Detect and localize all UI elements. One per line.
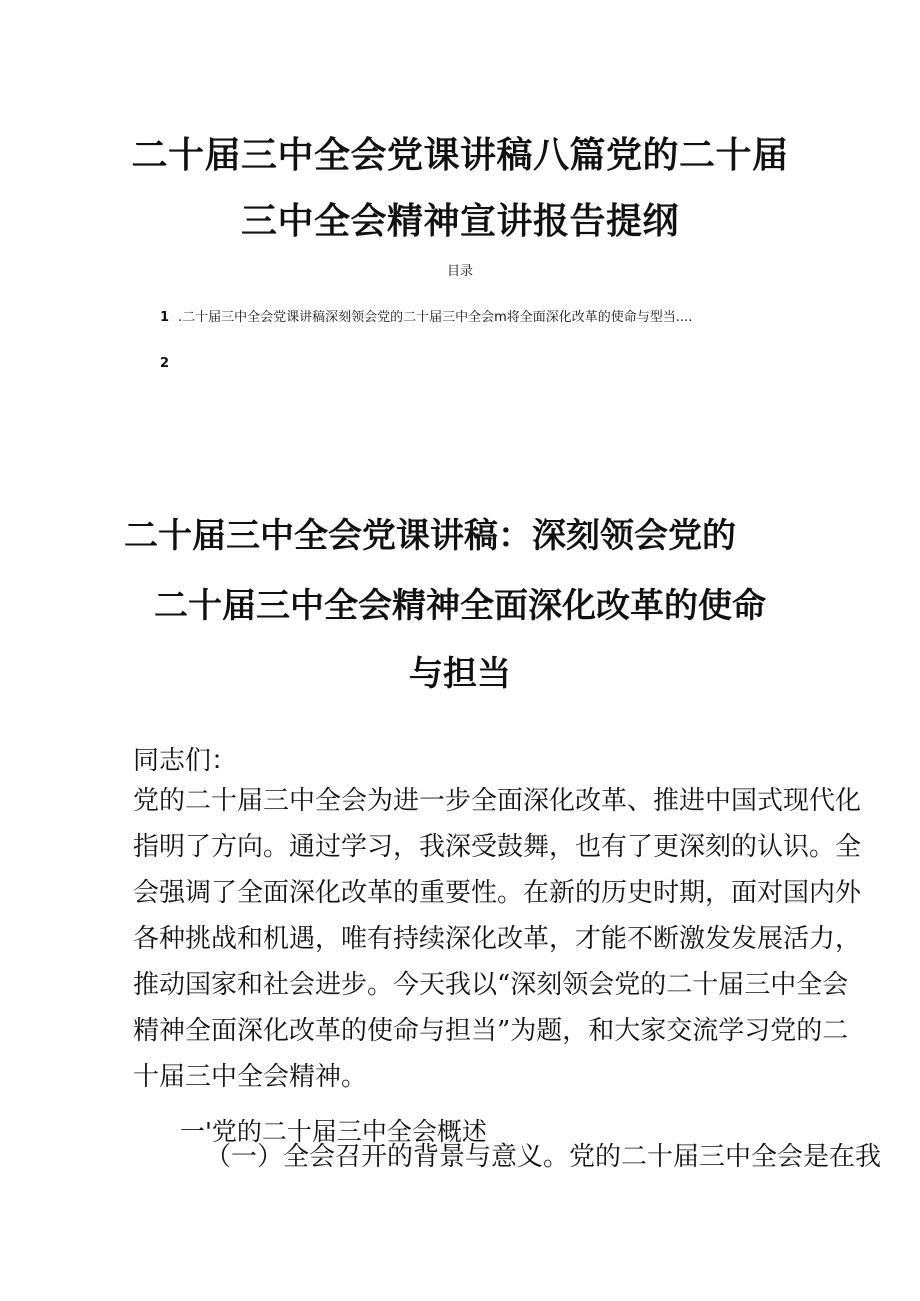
paragraph-line: 推动国家和社会进步。今天我以“深刻领会党的二十届三中全会 [133, 970, 849, 1000]
toc-entry-number: 2 [160, 356, 170, 371]
section-title-line-1: 二十届三中全会党课讲稿：深刻领会党的 [124, 516, 736, 556]
paragraph-line: 各种挑战和机遇，唯有持续深化改革，才能不断激发发展活力， [133, 924, 862, 954]
document-title-line-1: 二十届三中全会党课讲稿八篇党的二十届 [131, 135, 789, 176]
toc-entry[interactable] [160, 306, 692, 325]
toc-entry-text: .二十届三中全会党课讲稿深刻领会党的二十届三中全会m将全面深化改革的使命与型当.... [178, 310, 693, 325]
document-title-line-2: 三中全会精神宣讲报告提纲 [240, 201, 679, 242]
greeting: 同志们： [133, 746, 238, 776]
paragraph-line: 指明了方向。通过学习，我深受鼓舞，也有了更深刻的认识。全 [133, 832, 862, 862]
section-title-line-2: 二十届三中全会精神全面深化改革的使命 [154, 586, 766, 626]
toc-heading: 目录 [446, 264, 473, 279]
toc-entry-number: 1 [160, 310, 170, 325]
toc-entry[interactable] [160, 356, 178, 371]
paragraph-line: 党的二十届三中全会为进一步全面深化改革、推进中国式现代化 [133, 786, 862, 816]
subsection-heading: 一'党的二十届三中全会概述 [180, 1117, 487, 1146]
paragraph-line: 十届三中全会精神。 [133, 1062, 368, 1092]
section-title-line-3: 与担当 [409, 654, 511, 694]
subsection-paragraph-line: （一）全会召开的背景与意义。党的二十届三中全会是在我 [205, 1142, 882, 1172]
paragraph-line: 精神全面深化改革的使命与担当”为题，和大家交流学习党的二 [133, 1016, 849, 1046]
paragraph-line: 会强调了全面深化改革的重要性。在新的历史时期，面对国内外 [133, 878, 862, 908]
